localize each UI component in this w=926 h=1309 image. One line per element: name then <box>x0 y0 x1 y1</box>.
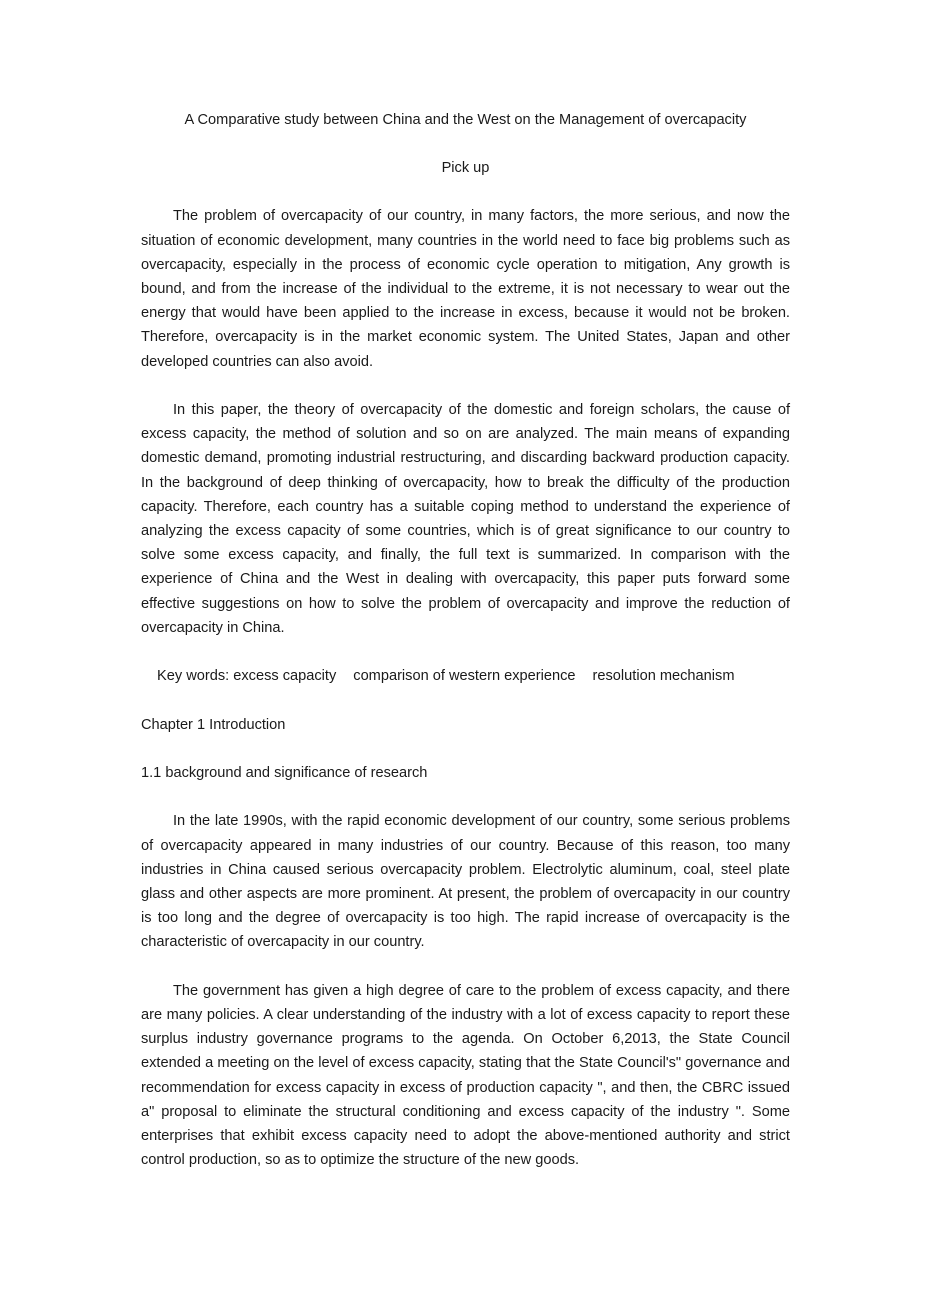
keywords-line <box>141 664 790 688</box>
abstract-heading: Pick up <box>441 160 490 177</box>
keywords-label: Key words: excess capacity <box>157 668 337 685</box>
section-paragraph-2: The government has given a high degree of care to the problem of excess capacity, and there are many policies. A clear understanding of the industry with a lot of excess capacity to report these surplus industry governance programs to the agenda. On October 6,2013, the State Council extended a meeting on the level of excess capacity, stating that the State Council's" governance and recommendation for excess capacity in excess of production capacity ", and then, the CBRC issued a" proposal to eliminate the structural conditioning and excess capacity of the industry ". Some enterprises that exhibit excess capacity need to adopt the above-mentioned authority and strict control production, so as to optimize the structure of the new goods. <box>141 982 790 1169</box>
section-paragraph-1: In the late 1990s, with the rapid economic development of our country, some serious problems of overcapacity appeared in many industries of our country. Because of this reason, too many industries in China caused serious overcapacity problem. Electrolytic aluminum, coal, steel plate glass and other aspects are more prominent. At present, the problem of overcapacity in our country is too long and the degree of overcapacity is too high. The rapid increase of overcapacity is the characteristic of overcapacity in our country. <box>141 813 790 951</box>
abstract-paragraph-2: In this paper, the theory of overcapacity of the domestic and foreign scholars, the cause of excess capacity, the method of solution and so on are analyzed. The main means of expanding domestic demand, promoting industrial restructuring, and discarding backward production capacity. In the background of deep thinking of overcapacity, how to break the difficulty of the production capacity. Therefore, each country has a suitable coping method to understand the experience of analyzing the excess capacity of some countries, which is of great significance to our country to solve some excess capacity, and finally, the full text is summarized. In comparison with the experience of China and the West in dealing with overcapacity, this paper puts forward some effective suggestions on how to solve the problem of overcapacity and improve the reduction of overcapacity in China. <box>141 402 790 636</box>
section-heading: 1.1 background and significance of research <box>141 765 428 782</box>
document-page <box>141 108 790 1197</box>
keyword-item: comparison of western experience <box>353 668 576 685</box>
abstract-paragraph-1: The problem of overcapacity of our country, in many factors, the more serious, and now the situation of economic development, many countries in the world need to face big problems such as overcapacity, especially in the process of economic cycle operation to mitigation, Any growth is bound, and from the increase of the individual to the extreme, it is not necessary to wear out the energy that would have been applied to the increase in excess, because it would not be broken. Therefore, overcapacity is in the market economic system. The United States, Japan and other developed countries can also avoid. <box>141 208 790 370</box>
keyword-item: resolution mechanism <box>592 668 735 685</box>
document-title: A Comparative study between China and the West on the Management of overcapacity <box>184 112 747 128</box>
chapter-heading: Chapter 1 Introduction <box>141 716 286 733</box>
